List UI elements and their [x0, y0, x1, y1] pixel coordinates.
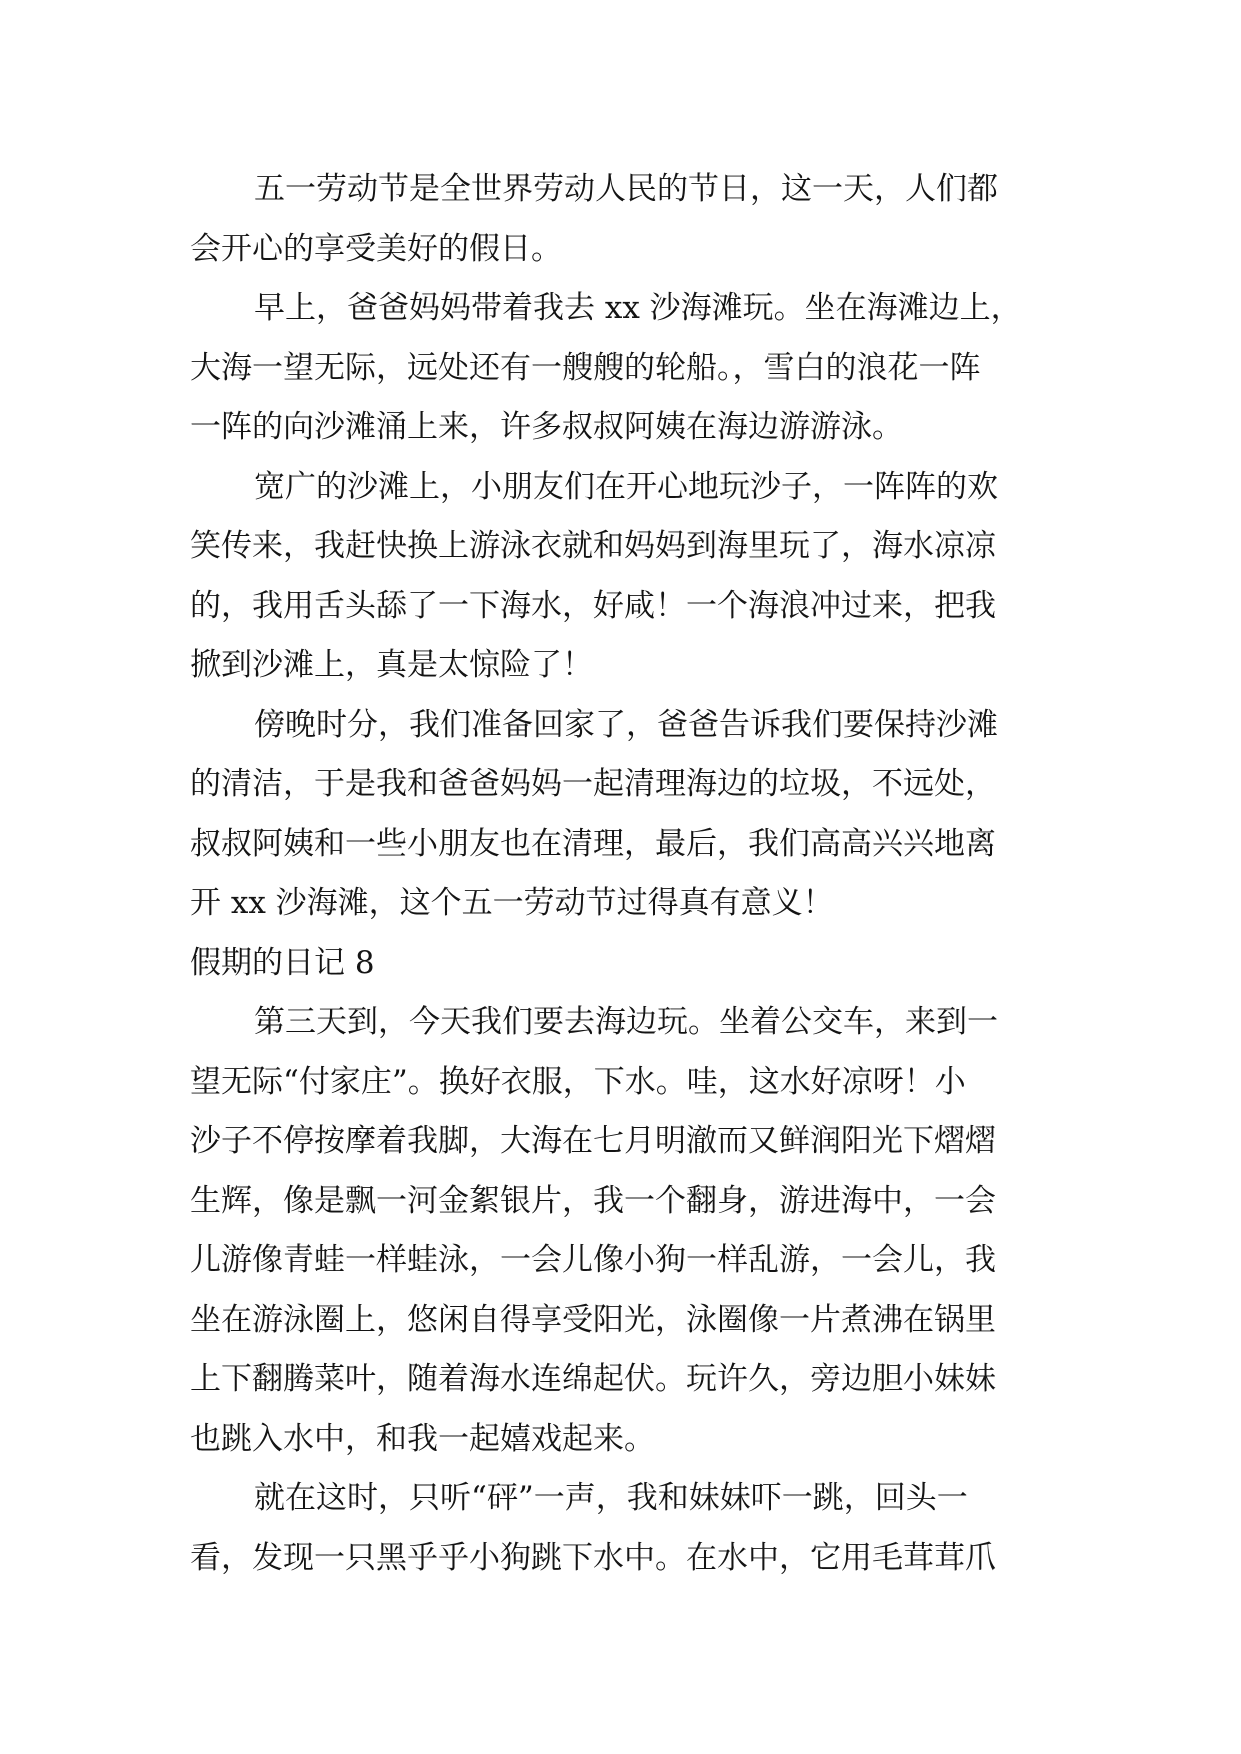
text-line: 的清洁，于是我和爸爸妈妈一起清理海边的垃圾，不远处，: [190, 766, 996, 802]
document-body: [190, 160, 1060, 1588]
text-line: 望无际“付家庄”。换好衣服，下水。哇，这水好凉呀！小: [190, 1063, 966, 1100]
text-line: 早上，爸爸妈妈带着我去 xx 沙海滩玩。坐在海滩边上，: [254, 290, 1022, 326]
text-line: 掀到沙滩上，真是太惊险了！: [190, 647, 593, 683]
text-line: 第三天到，今天我们要去海边玩。坐着公交车，来到一: [254, 1004, 998, 1040]
text-line: 就在这时，只听“砰”一声，我和妹妹吓一跳，回头一: [254, 1480, 968, 1516]
text-line: 看，发现一只黑乎乎小狗跳下水中。在水中，它用毛茸茸爪: [190, 1539, 996, 1576]
text-line: 生辉，像是飘一河金絮银片，我一个翻身，游进海中，一会: [190, 1182, 996, 1219]
text-line: 一阵的向沙滩涌上来，许多叔叔阿姨在海边游游泳。: [190, 409, 903, 445]
text-line: 大海一望无际，远处还有一艘艘的轮船。，雪白的浪花一阵: [190, 349, 981, 386]
paragraph: [190, 160, 1060, 279]
text-line: 的，我用舌头舔了一下海水，好咸！一个海浪冲过来，把我: [190, 587, 996, 624]
text-line: 五一劳动节是全世界劳动人民的节日，这一天，人们都: [254, 171, 998, 207]
text-line: 也跳入水中，和我一起嬉戏起来。: [190, 1420, 655, 1457]
text-line: 开 xx 沙海滩，这个五一劳动节过得真有意义！: [190, 885, 834, 921]
text-line: 上下翻腾菜叶，随着海水连绵起伏。玩许久，旁边胆小妹妹: [190, 1361, 996, 1397]
paragraph: [190, 993, 1060, 1469]
paragraph: [190, 1469, 1060, 1588]
paragraph: [190, 458, 1060, 696]
text-line: 儿游像青蛙一样蛙泳，一会儿像小狗一样乱游，一会儿，我: [190, 1242, 996, 1278]
paragraph: [190, 696, 1060, 934]
paragraph: [190, 279, 1060, 458]
text-line: 坐在游泳圈上，悠闲自得享受阳光，泳圈像一片煮沸在锅里: [190, 1301, 996, 1338]
text-line: 沙子不停按摩着我脚，大海在七月明澈而又鲜润阳光下熠熠: [190, 1123, 996, 1159]
text-line: 叔叔阿姨和一些小朋友也在清理，最后，我们高高兴兴地离: [190, 825, 996, 862]
section-heading: 假期的日记 8: [190, 944, 375, 981]
text-line: 宽广的沙滩上，小朋友们在开心地玩沙子，一阵阵的欢: [254, 468, 998, 505]
text-line: 傍晚时分，我们准备回家了，爸爸告诉我们要保持沙滩: [254, 706, 998, 743]
text-line: 笑传来，我赶快换上游泳衣就和妈妈到海里玩了，海水凉凉: [190, 528, 996, 564]
text-line: 会开心的享受美好的假日。: [190, 230, 562, 267]
